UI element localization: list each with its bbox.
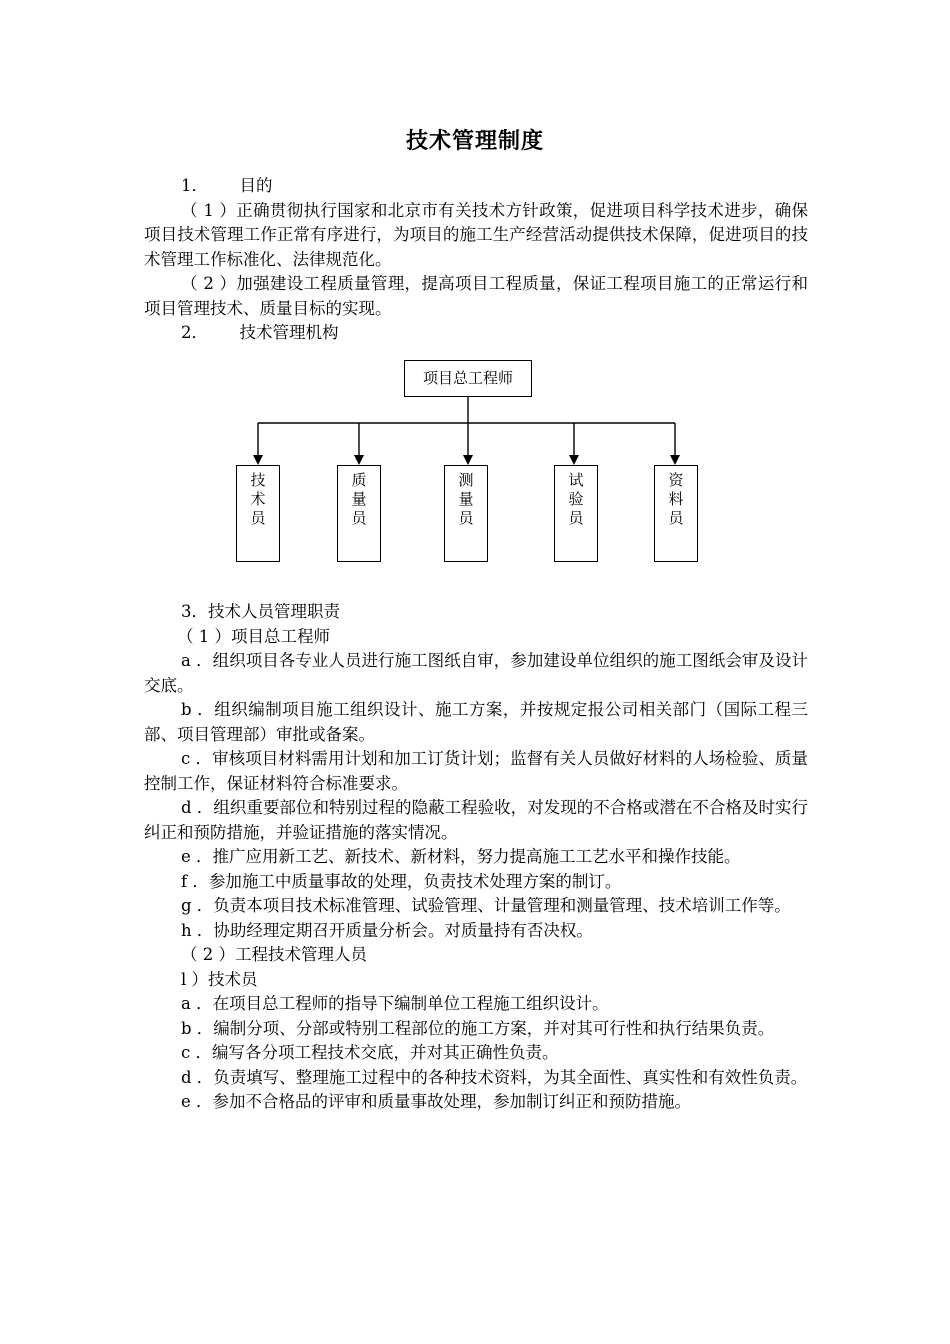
org-char: 术 [250, 490, 266, 508]
section-2-heading-text: 技术管理机构 [239, 323, 339, 342]
org-char: 资 [668, 471, 684, 489]
list-item: a ．组织项目各专业人员进行施工图纸自审，参加建设单位组织的施工图纸会审及设计交底。 [144, 651, 808, 695]
arrowhead [354, 455, 364, 465]
org-char: 量 [458, 490, 474, 508]
list-item: b ．组织编制项目施工组织设计、施工方案，并按规定报公司相关部门（国际工程三部、项目管理部）审批或备案。 [144, 700, 808, 744]
list-item: a ．在项目总工程师的指导下编制单位工程施工组织设计。 [181, 994, 609, 1013]
org-chart [232, 360, 684, 570]
subsection-heading: （ 1 ）项目总工程师 [177, 626, 330, 646]
org-char: 试 [568, 471, 584, 489]
org-char: 量 [351, 490, 367, 508]
org-child-box [444, 465, 488, 562]
arrowhead [569, 455, 579, 465]
section-2-heading [144, 321, 808, 346]
section-1-number: 1． [181, 176, 208, 195]
org-char: 技 [250, 471, 266, 489]
paragraph: （ 1 ）正确贯彻执行国家和北京市有关技术方针政策，促进项目科学技术进步，确保项目技术管理工作正常有序进行，为项目的施工生产经营活动提供技术保障，促进项目的技术管理工作标准化、法律规范化。 [144, 200, 808, 269]
subsection-heading: l ）技术员 [181, 969, 258, 989]
section-1 [144, 174, 808, 346]
org-root-box: 项目总工程师 [404, 360, 532, 397]
list-item: g ．负责本项目技术标准管理、试验管理、计量管理和测量管理、技术培训工作等。 [181, 896, 791, 915]
list-item: c ．编写各分项工程技术交底，并对其正确性负责。 [181, 1043, 559, 1062]
list-item: c ．审核项目材料需用计划和加工订货计划；监督有关人员做好材料的人场检验、质量控制工作，保证材料符合标准要求。 [144, 749, 808, 793]
org-child-box [654, 465, 698, 562]
subsection-heading: （ 2 ）工程技术管理人员 [181, 945, 367, 964]
org-char: 员 [250, 509, 266, 527]
org-child-box [337, 465, 381, 562]
list-item: e ．推广应用新工艺、新技术、新材料，努力提高施工工艺水平和操作技能。 [181, 847, 741, 866]
org-char: 验 [568, 490, 584, 508]
list-item: d ．负责填写、整理施工过程中的各种技术资料，为其全面性、真实性和有效性负责。 [181, 1067, 808, 1087]
list-item: d ．组织重要部位和特别过程的隐蔽工程验收，对发现的不合格或潜在不合格及时实行纠正和预防措施，并验证措施的落实情况。 [144, 798, 808, 842]
list-item: f ．参加施工中质量事故的处理，负责技术处理方案的制订。 [181, 871, 622, 891]
org-child-box [236, 465, 280, 562]
section-3-heading: 3．技术人员管理职责 [181, 602, 340, 621]
org-char: 员 [568, 509, 584, 527]
list-item: e ．参加不合格品的评审和质量事故处理，参加制订纠正和预防措施。 [181, 1092, 692, 1111]
org-char: 员 [668, 509, 684, 527]
org-char: 测 [458, 471, 474, 489]
section-3 [144, 600, 808, 1115]
list-item: h ．协助经理定期召开质量分析会。对质量持有否决权。 [181, 920, 593, 940]
document-title: 技术管理制度 [405, 129, 544, 154]
section-2-number: 2． [181, 323, 208, 342]
arrowhead [670, 455, 680, 465]
org-char: 质 [351, 471, 367, 489]
arrowhead [253, 455, 263, 465]
section-1-heading-text: 目的 [239, 176, 273, 195]
org-child-box [554, 465, 598, 562]
paragraph: （ 2 ）加强建设工程质量管理，提高项目工程质量，保证工程项目施工的正常运行和项目管理技术、质量目标的实现。 [144, 274, 808, 318]
list-item: b ．编制分项、分部或特别工程部位的施工方案，并对其可行性和执行结果负责。 [181, 1018, 775, 1038]
org-char: 员 [458, 509, 474, 527]
org-char: 员 [351, 509, 367, 527]
arrowhead [463, 455, 473, 465]
org-char: 料 [668, 490, 684, 508]
section-1-heading [144, 174, 808, 199]
